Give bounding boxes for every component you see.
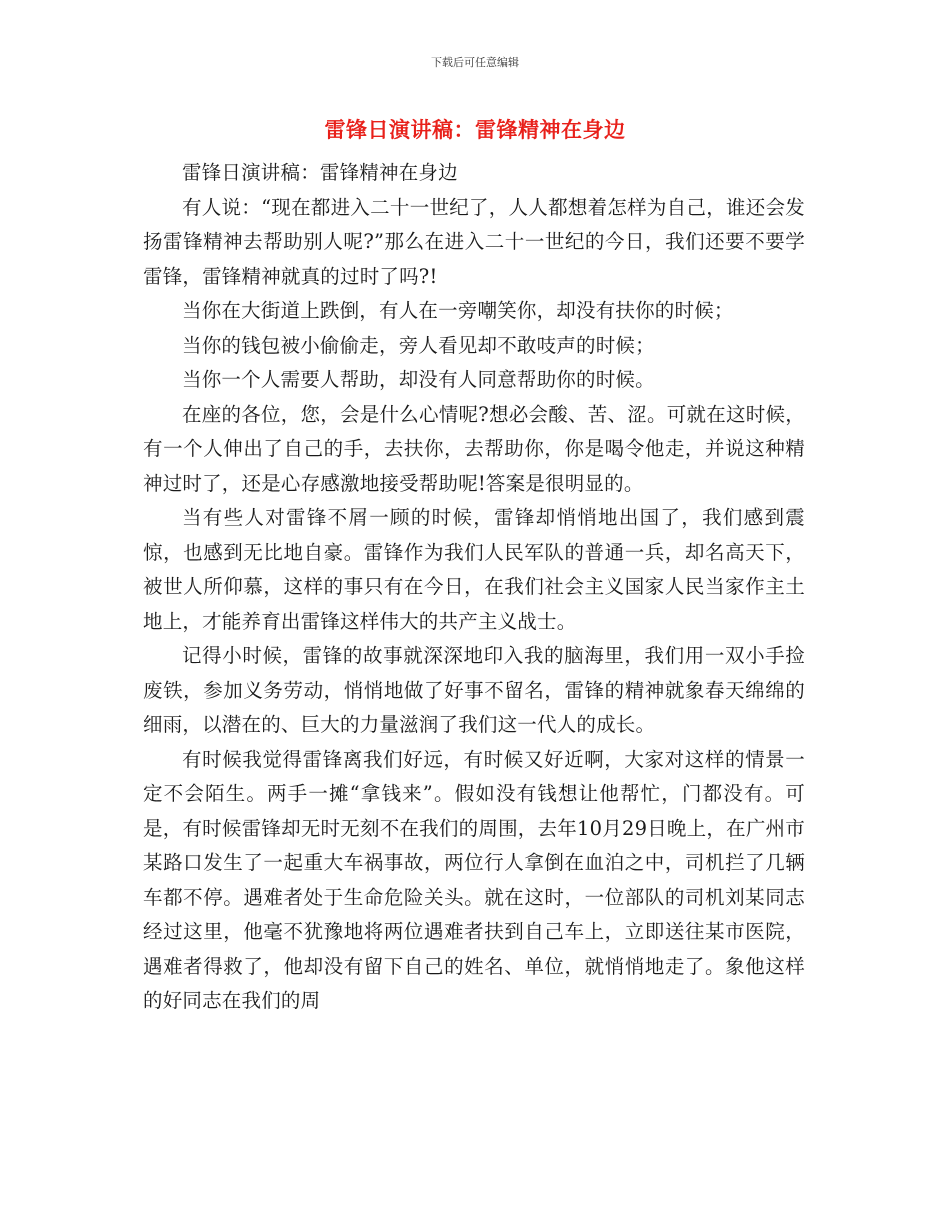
paragraph: 当有些人对雷锋不屑一顾的时候，雷锋却悄悄地出国了，我们感到震惊，也感到无比地自豪。雷锋作为我们人民军队的普通一兵，却名高天下，被世人所仰慕，这样的事只有在今日，在我们社会主义国家人民当家作主土地上，才能养育出雷锋这样伟大的共产主义战士。 [143, 506, 805, 633]
paragraph-subtitle: 雷锋日演讲稿：雷锋精神在身边 [182, 161, 458, 184]
paragraph: 当你一个人需要人帮助，却没有人同意帮助你的时候。 [182, 368, 655, 391]
paragraph: 当你的钱包被小偷偷走，旁人看见却不敢吱声的时候； [182, 333, 655, 357]
document-title: 雷锋日演讲稿：雷锋精神在身边 [324, 118, 626, 142]
header-note: 下载后可任意编辑 [431, 56, 519, 69]
paragraph: 当你在大街道上跌倒，有人在一旁嘲笑你，却没有扶你的时候； [182, 299, 734, 322]
paragraph: 在座的各位，您，会是什么心情呢?想必会酸、苦、涩。可就在这时候，有一个人伸出了自己的手，去扶你，去帮助你，你是喝令他走，并说这种精神过时了，还是心存感激地接受帮助呢!答案是很明显的。 [143, 402, 805, 495]
paragraph: 有时候我觉得雷锋离我们好远，有时候又好近啊，大家对这样的情景一定不会陌生。两手一摊“拿钱来”。假如没有钱想让他帮忙，门都没有。可是，有时候雷锋却无时无刻不在我们的周围，去年10月29日晚上，在广州市某路口发生了一起重大车祸事故，两位行人拿倒在血泊之中，司机拦了几辆车都不停。遇难者处于生命危险关头。就在这时，一位部队的司机刘某同志经过这里，他毫不犹豫地将两位遇难者扶到自己车上，立即送往某市医院，遇难者得救了，他却没有留下自己的姓名、单位，就悄悄地走了。象他这样的好同志在我们的周 [143, 747, 805, 1012]
paragraph: 有人说：“现在都进入二十一世纪了，人人都想着怎样为自己，谁还会发扬雷锋精神去帮助别人呢?”那么在进入二十一世纪的今日，我们还要不要学雷锋，雷锋精神就真的过时了吗?! [143, 195, 805, 288]
paragraph: 记得小时候，雷锋的故事就深深地印入我的脑海里，我们用一双小手捡废铁，参加义务劳动，悄悄地做了好事不留名，雷锋的精神就象春天绵绵的细雨，以潜在的、巨大的力量滋润了我们这一代人的成长。 [143, 644, 805, 736]
document-body [143, 156, 805, 1019]
